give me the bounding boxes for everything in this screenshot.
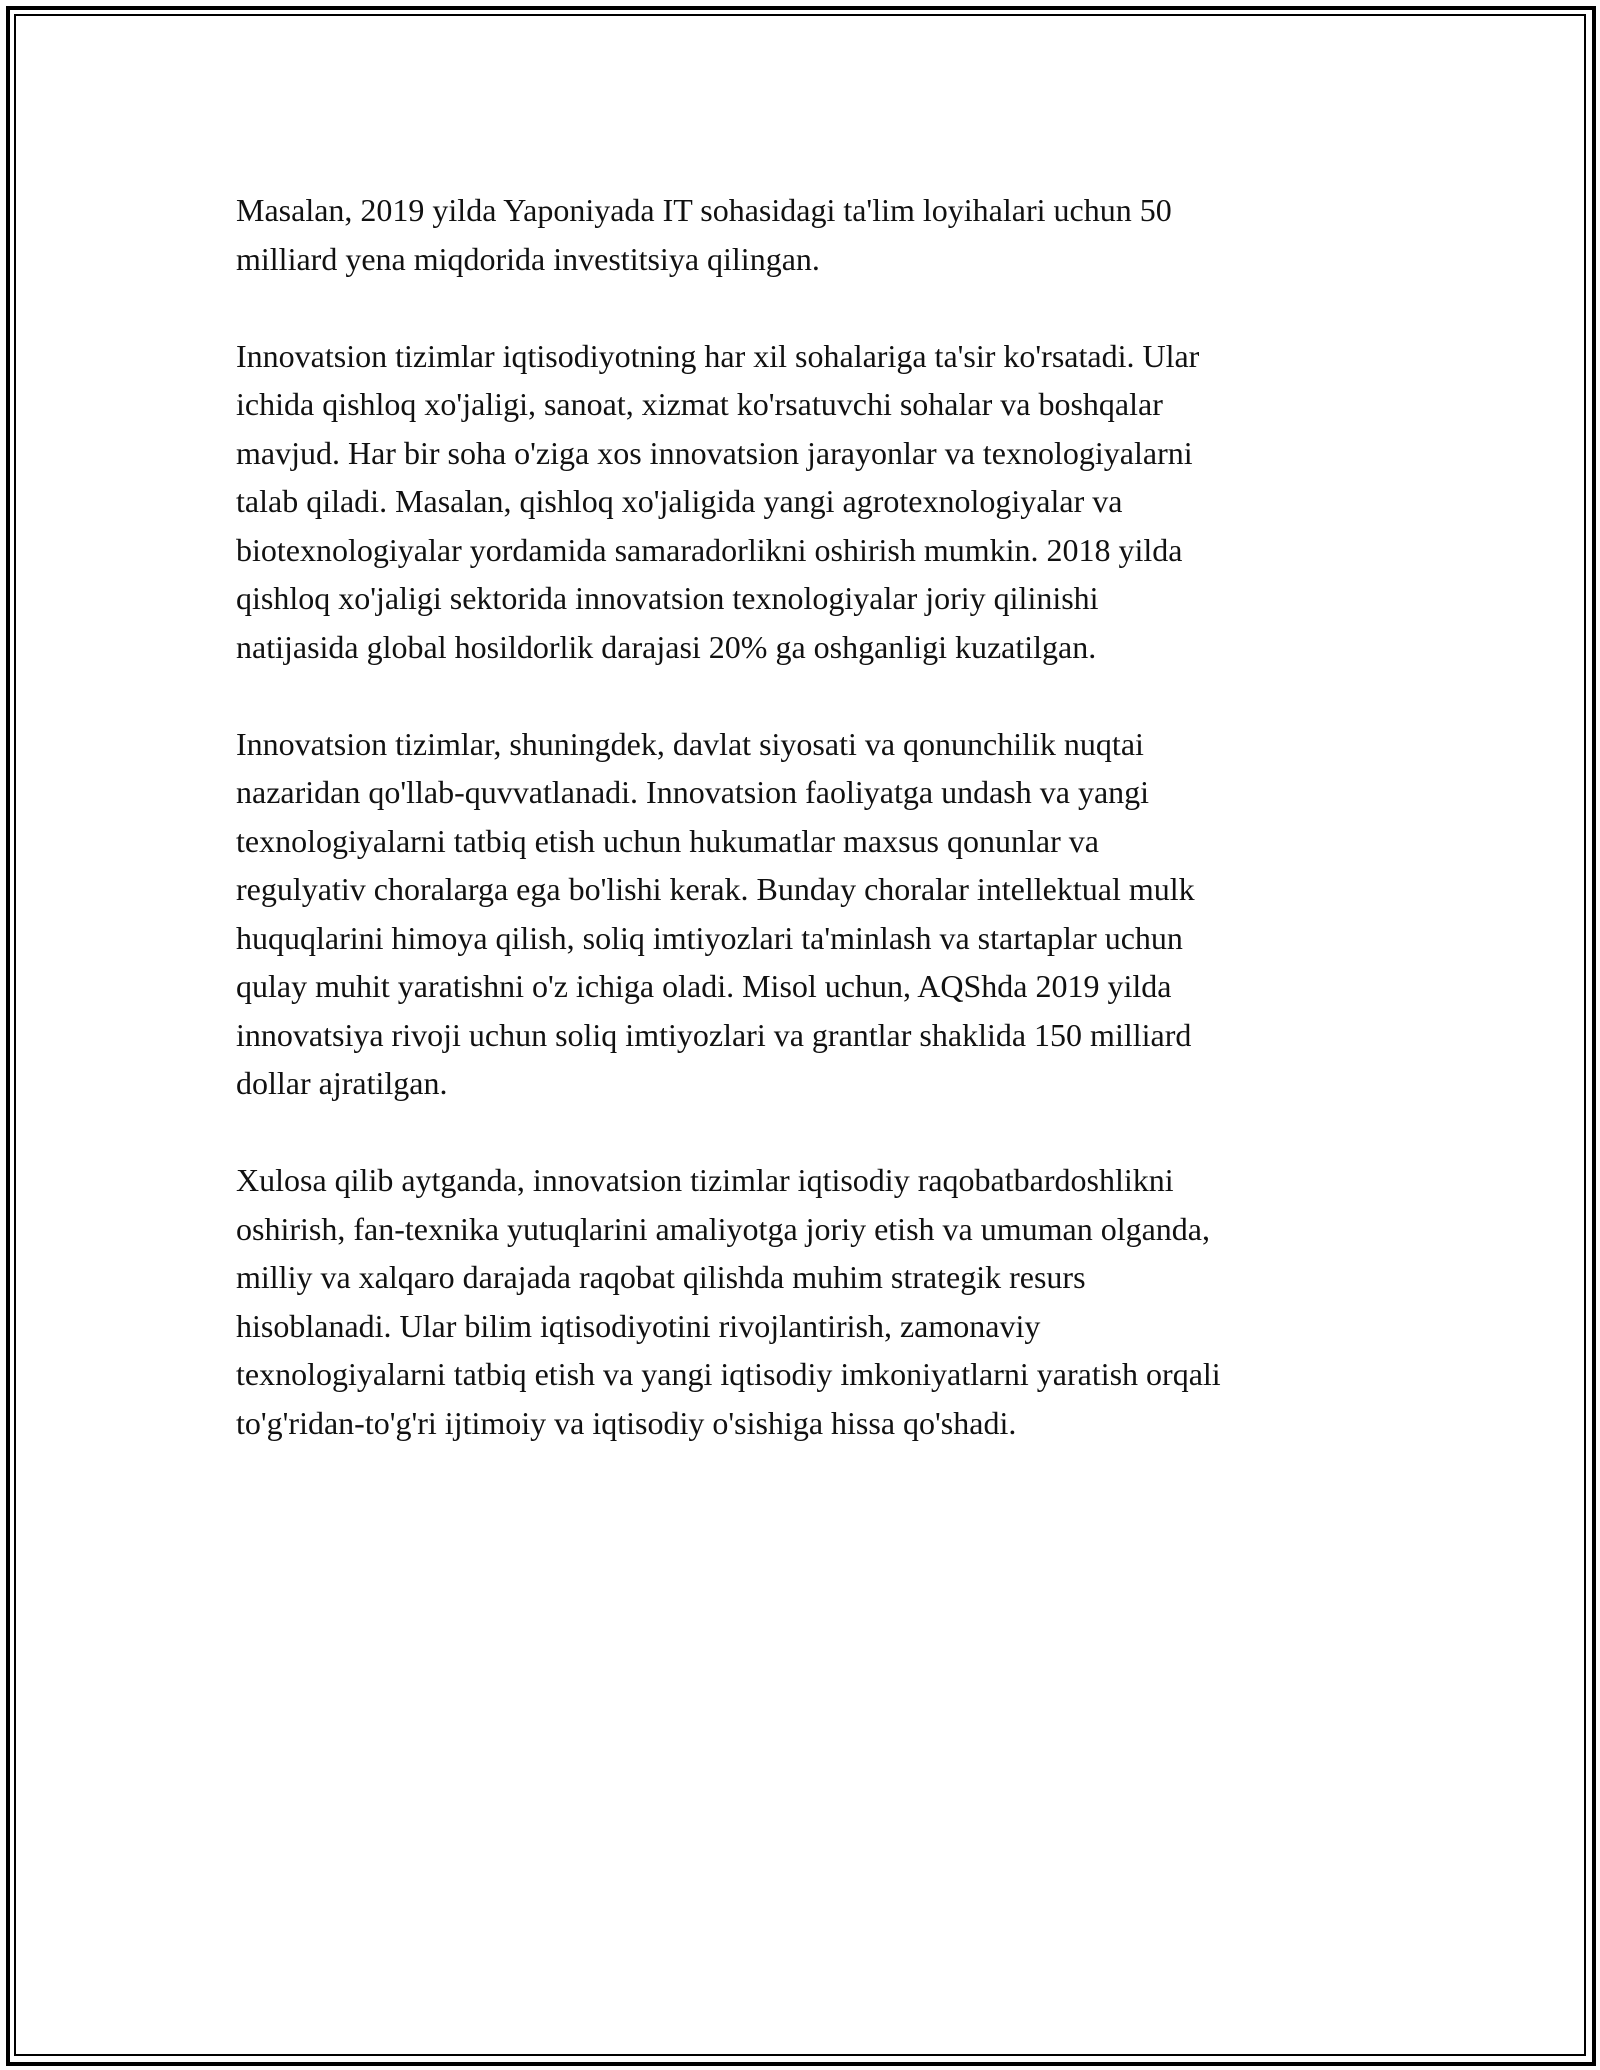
paragraph-2: Innovatsion tizimlar iqtisodiyotning har xil sohalariga ta'sir ko'rsatadi. Ular ichida qishloq xo'jaligi, sanoat, xizmat ko'rsatuvchi sohalar va boshqalar mavjud. Har bir soha o'ziga xos innovatsion jarayonlar va texnologiyalarni talab qiladi. Masalan, qishloq xo'jaligida yangi agrotexnologiyalar va biotexnologiyalar yordamida samaradorlikni oshirish mumkin. 2018 yilda qishloq xo'jaligi sektorida innovatsion texnologiyalar joriy qilinishi natijasida global hosildorlik darajasi 20% ga oshganligi kuzatilgan.: [236, 337, 1200, 665]
paragraph-4: Xulosa qilib aytganda, innovatsion tizimlar iqtisodiy raqobatbardoshlikni oshirish, fan-texnika yutuqlarini amaliyotga joriy etish va umuman olganda, milliy va xalqaro darajada raqobat qilishda muhim strategik resurs hisoblanadi. Ular bilim iqtisodiyotini rivojlantirish, zamonaviy texnologiyalarni tatbiq etish va yangi iqtisodiy imkoniyatlarni yaratish orqali to'g'ridan-to'g'ri ijtimoiy va iqtisodiy o'sishiga hissa qo'shadi.: [236, 1162, 1221, 1441]
paragraph-1: Masalan, 2019 yilda Yaponiyada IT sohasidagi ta'lim loyihalari uchun 50 milliard yena miqdorida investitsiya qilingan.: [236, 192, 1172, 277]
paragraph-3: Innovatsion tizimlar, shuningdek, davlat siyosati va qonunchilik nuqtai nazaridan qo'llab-quvvatlanadi. Innovatsion faoliyatga undash va yangi texnologiyalarni tatbiq etish uchun hukumatlar maxsus qonunlar va regulyativ choralarga ega bo'lishi kerak. Bunday choralar intellektual mulk huquqlarini himoya qilish, soliq imtiyozlari ta'minlash va startaplar uchun qulay muhit yaratishni o'z ichiga oladi. Misol uchun, AQShda 2019 yilda innovatsiya rivoji uchun soliq imtiyozlari va grantlar shaklida 150 milliard dollar ajratilgan.: [236, 725, 1195, 1101]
document-body: [236, 186, 1386, 1496]
